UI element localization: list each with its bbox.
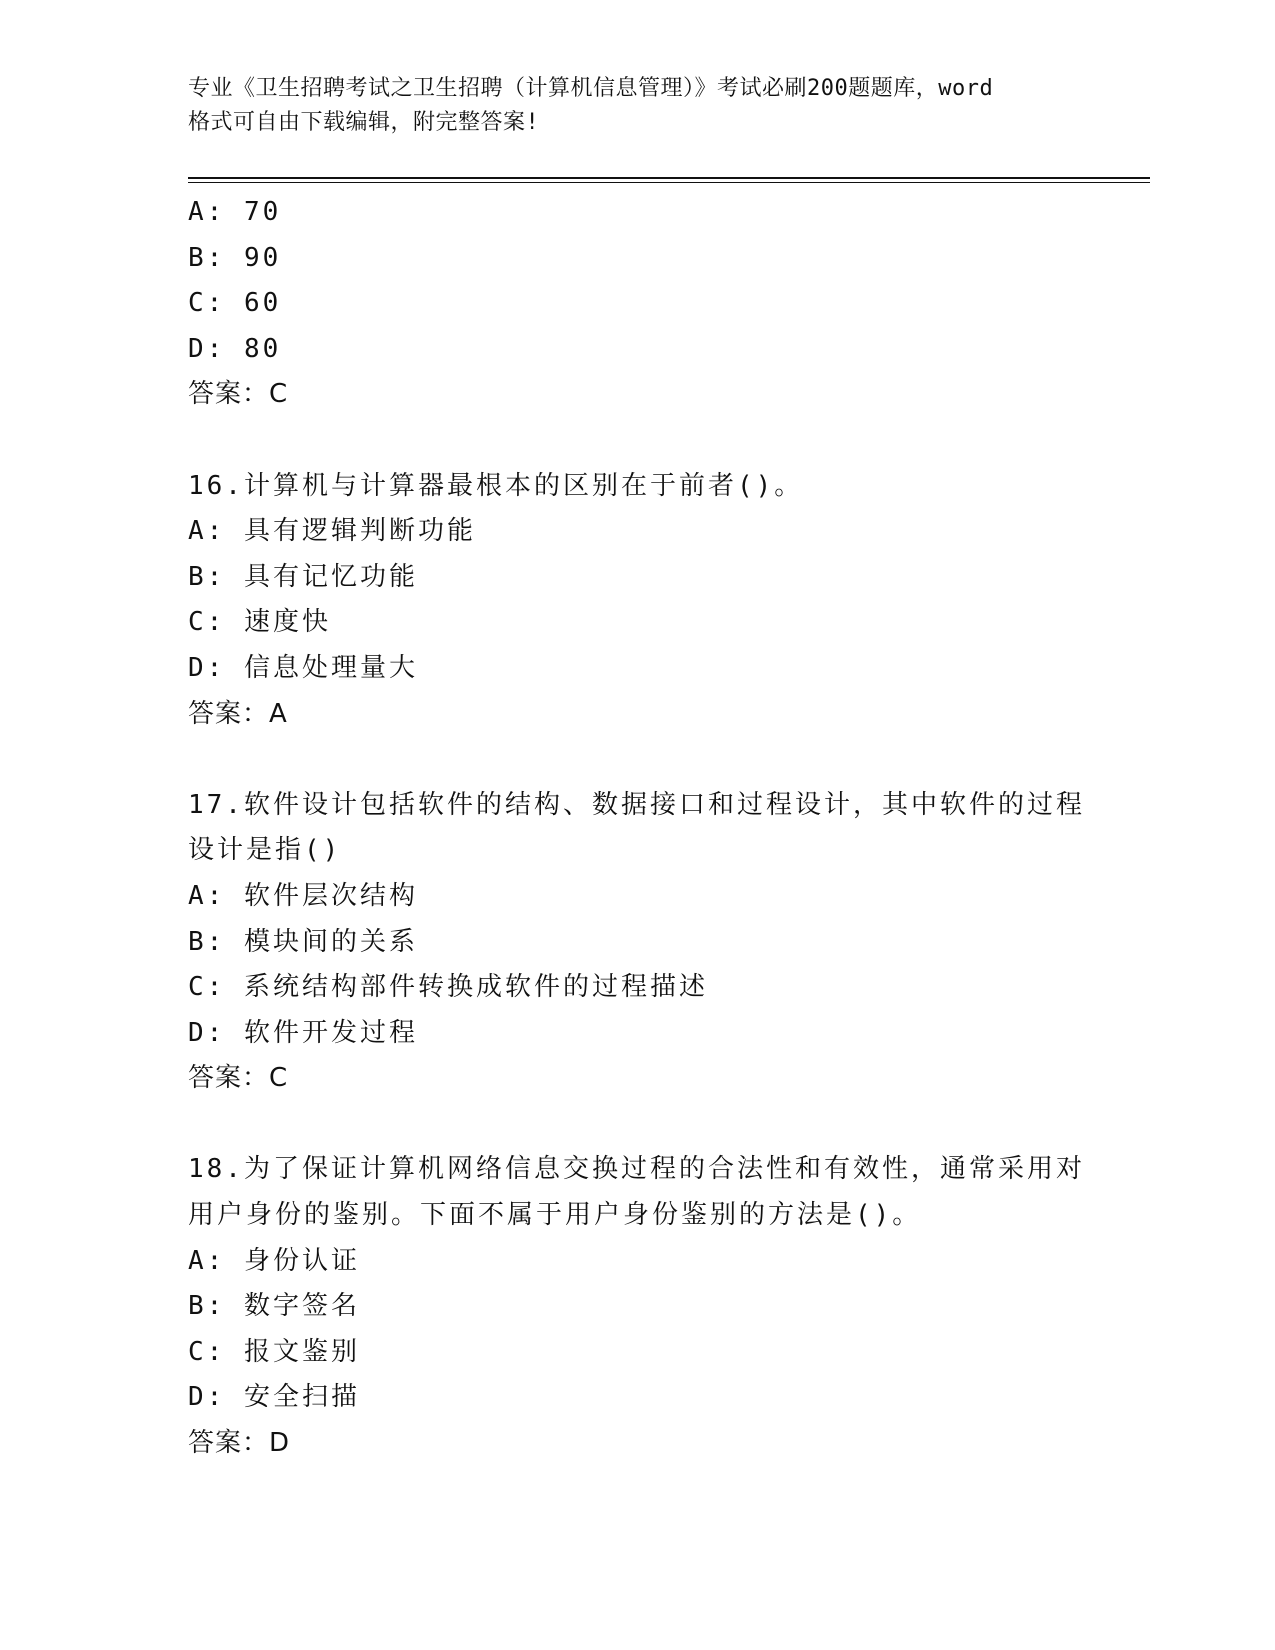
option-d: D: 80 <box>188 333 282 364</box>
question-text-line-1: 17.软件设计包括软件的结构、数据接口和过程设计，其中软件的过程 <box>188 789 1085 820</box>
question-18 <box>188 1147 1088 1466</box>
option-a: A: 身份认证 <box>188 1245 360 1276</box>
question-text-line-2: 设计是指() <box>188 835 342 866</box>
option-c: C: 速度快 <box>188 607 331 638</box>
option-b: B: 模块间的关系 <box>188 926 418 957</box>
answer: 答案：C <box>188 379 289 410</box>
option-b: B: 数字签名 <box>188 1291 360 1322</box>
question-15 <box>188 190 1088 418</box>
option-c: C: 报文鉴别 <box>188 1336 360 1367</box>
option-d: D: 安全扫描 <box>188 1382 360 1413</box>
answer: 答案：C <box>188 1063 289 1094</box>
question-text-line-2: 用户身份的鉴别。下面不属于用户身份鉴别的方法是()。 <box>188 1200 922 1231</box>
question-16 <box>188 464 1088 738</box>
option-a: A: 70 <box>188 197 282 227</box>
answer: 答案：D <box>188 1428 291 1459</box>
option-b: B: 具有记忆功能 <box>188 561 418 592</box>
header-title-line-2: 格式可自由下载编辑，附完整答案! <box>188 110 540 135</box>
question-17 <box>188 783 1088 1102</box>
question-text-line-1: 18.为了保证计算机网络信息交换过程的合法性和有效性，通常采用对 <box>188 1154 1085 1185</box>
option-a: A: 软件层次结构 <box>188 880 418 911</box>
option-b: B: 90 <box>188 242 282 273</box>
answer: 答案：A <box>188 698 288 729</box>
header-title-line-1: 专业《卫生招聘考试之卫生招聘（计算机信息管理）》考试必刷200题题库，word <box>188 76 994 101</box>
option-c: C: 60 <box>188 288 282 319</box>
header-divider-thin <box>188 182 1150 183</box>
question-list <box>188 190 1088 1467</box>
option-a: A: 具有逻辑判断功能 <box>188 516 476 547</box>
question-text: 16.计算机与计算器最根本的区别在于前者()。 <box>188 470 804 501</box>
document-header <box>188 72 1088 140</box>
option-d: D: 信息处理量大 <box>188 652 418 683</box>
header-divider-thick <box>188 177 1150 179</box>
option-d: D: 软件开发过程 <box>188 1017 418 1048</box>
option-c: C: 系统结构部件转换成软件的过程描述 <box>188 972 708 1003</box>
